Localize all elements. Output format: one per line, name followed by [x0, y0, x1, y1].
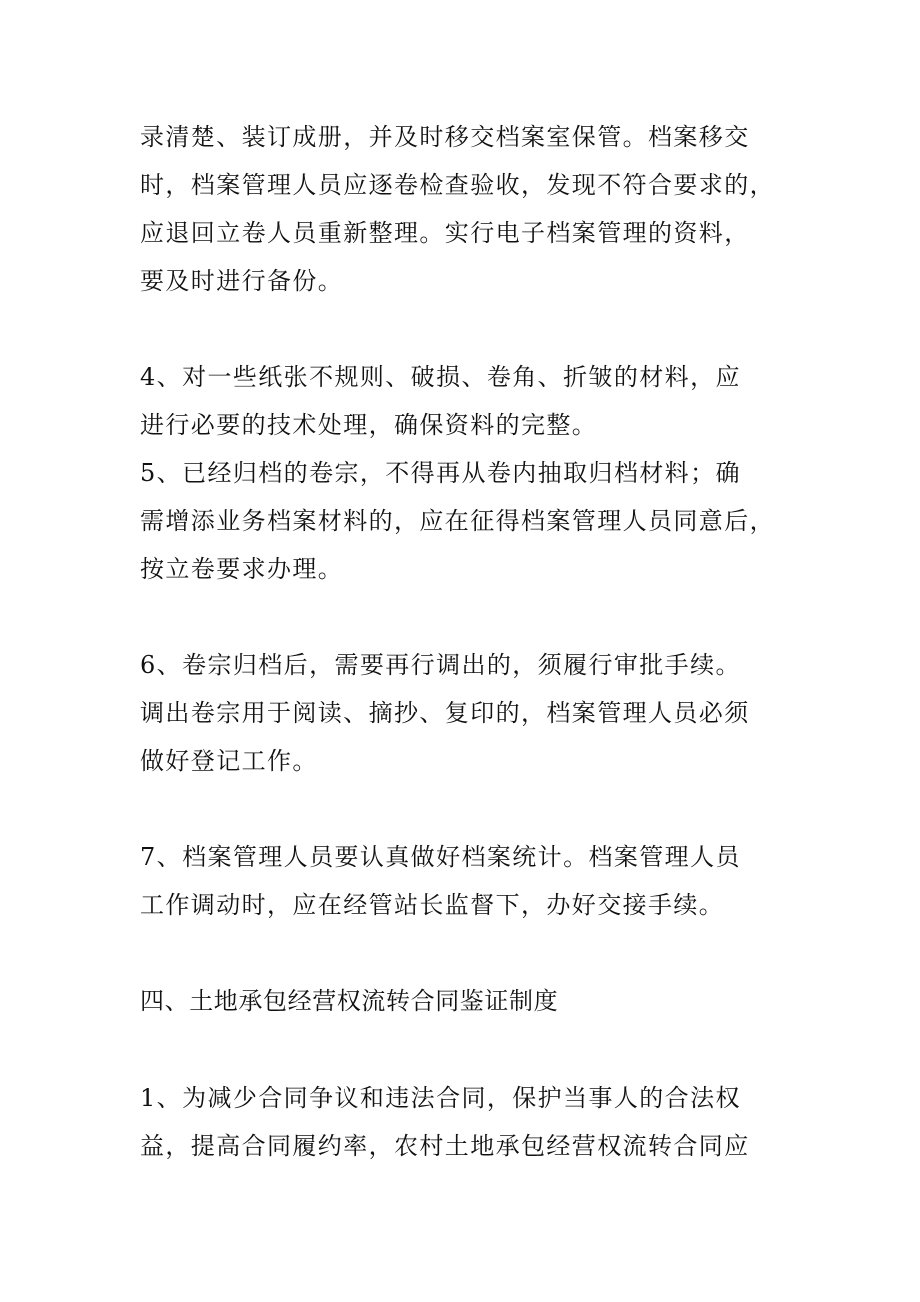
- text-line: 进行必要的技术处理，确保资料的完整。: [140, 411, 598, 439]
- text-line: 应退回立卷人员重新整理。实行电子档案管理的资料，: [140, 219, 750, 247]
- text-line: 工作调动时，应在经管站长监督下，办好交接手续。: [140, 891, 725, 919]
- text-line: 时，档案管理人员应逐卷检查验收，发现不符合要求的，: [140, 171, 775, 199]
- text-line: 做好登记工作。: [140, 747, 318, 775]
- text-line: 录清楚、装订成册，并及时移交档案室保管。档案移交: [140, 123, 750, 151]
- text-line: 5、已经归档的卷宗，不得再从卷内抽取归档材料；确: [140, 459, 741, 487]
- text-line: 6、卷宗归档后，需要再行调出的，须履行审批手续。: [140, 651, 741, 679]
- text-line: 4、对一些纸张不规则、破损、卷角、折皱的材料，应: [140, 363, 741, 391]
- text-line: 7、档案管理人员要认真做好档案统计。档案管理人员: [140, 843, 741, 871]
- text-line: 需增添业务档案材料的，应在征得档案管理人员同意后，: [140, 507, 775, 535]
- text-line: 1、为减少合同争议和违法合同，保护当事人的合法权: [140, 1084, 741, 1112]
- text-line: 调出卷宗用于阅读、摘抄、复印的，档案管理人员必须: [140, 699, 750, 727]
- text-line: 要及时进行备份。: [140, 267, 344, 295]
- text-line: 益，提高合同履约率，农村土地承包经营权流转合同应: [140, 1132, 750, 1160]
- section-heading: 四、土地承包经营权流转合同鉴证制度: [140, 987, 559, 1015]
- text-line: 按立卷要求办理。: [140, 555, 344, 583]
